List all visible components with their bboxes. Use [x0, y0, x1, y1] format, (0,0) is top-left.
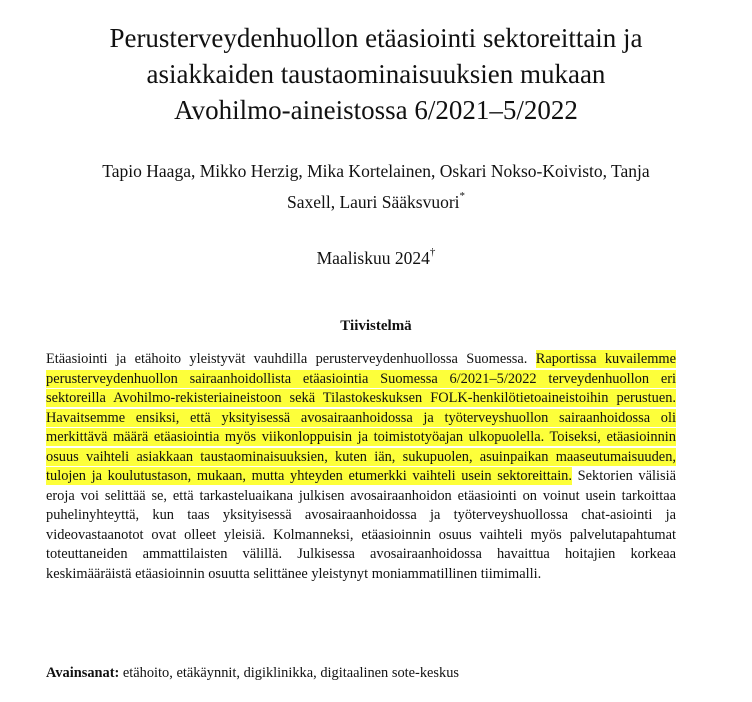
date-text: Maaliskuu 2024	[316, 248, 430, 268]
abstract-body	[46, 350, 676, 584]
title-line-1: Perusterveydenhuollon etäasiointi sektoreittain ja	[109, 23, 643, 53]
publication-date	[0, 248, 752, 269]
keywords-label: Avainsanat:	[46, 665, 120, 681]
abstract-paragraph	[46, 350, 676, 584]
abstract-intro: Etäasiointi ja etähoito yleistyvät vauhdilla perusterveydenhuollossa Suomessa.	[46, 351, 536, 367]
title-line-2: asiakkaiden taustaominaisuuksien mukaan	[146, 59, 606, 89]
authors-line-1: Tapio Haaga, Mikko Herzig, Mika Kortelainen, Oskari Nokso-Koivisto, Tanja	[102, 161, 650, 181]
authors-line-2	[20, 185, 732, 216]
paper-title	[30, 20, 722, 128]
author-list	[20, 158, 732, 216]
authors-footnote-mark: *	[459, 190, 466, 202]
abstract-heading: Tiivistelmä	[340, 318, 412, 334]
authors-line-2-text: Saxell, Lauri Sääksvuori	[286, 191, 460, 212]
title-line-3: Avohilmo-aineistossa 6/2021–5/2022	[174, 95, 578, 125]
keywords-text: etähoito, etäkäynnit, digiklinikka, digitaalinen sote-keskus	[119, 665, 460, 681]
highlighted-passage: Raportissa kuvailemme perusterveydenhuollon sairaanhoidollista etäasiointia Suomessa 6/2021–5/2022 terveydenhuollon eri sektoreilla Avohilmo-rekisteriaineistoon sekä Tilastokeskuksen FOLK-henkilötietoaineistoihin perustuen. Havaitsemme ensiksi, että yksityisessä avosairaanhoidossa ja työterveyshuollon sairaanhoidossa oli merkittävä määrä etäasiointia myös viikonloppuisin ja toimistotyöajan ulkopuolella. Toiseksi, etäasioinnin osuus vaihteli asiakkaan taustaominaisuuksien, kuten iän, sukupuolen, asuinpaikan maaseutumaisuuden, tulojen ja koulutustason, mukaan, mutta yhteyden etumerkki vaihteli usein sektoreittain.	[46, 351, 676, 484]
keywords-line	[46, 664, 706, 683]
abstract-rest: Sektorien välisiä eroja voi selittää se, että tarkasteluaikana julkisen avosairaanhoidon etäasiointi on voinut usein tarkoittaa puhelinyhteyttä, kun taas yksityisessä avosairaanhoidossa ja työterveyshuollossa chat-asiointi ja videovastaanotot ovat olleet yleisiä. Kolmanneksi, etäasioinnin osuus vaihteli myös palvelutapahtumat toteuttaneiden ammattilaisten välillä. Julkisessa avosairaanhoidossa havaittua hoitajien korkeaa keskimääräistä etäasioinnin osuutta selittänee yleistynyt moniammatillinen tiimimalli.	[46, 468, 676, 582]
date-footnote-mark: †	[429, 246, 436, 259]
